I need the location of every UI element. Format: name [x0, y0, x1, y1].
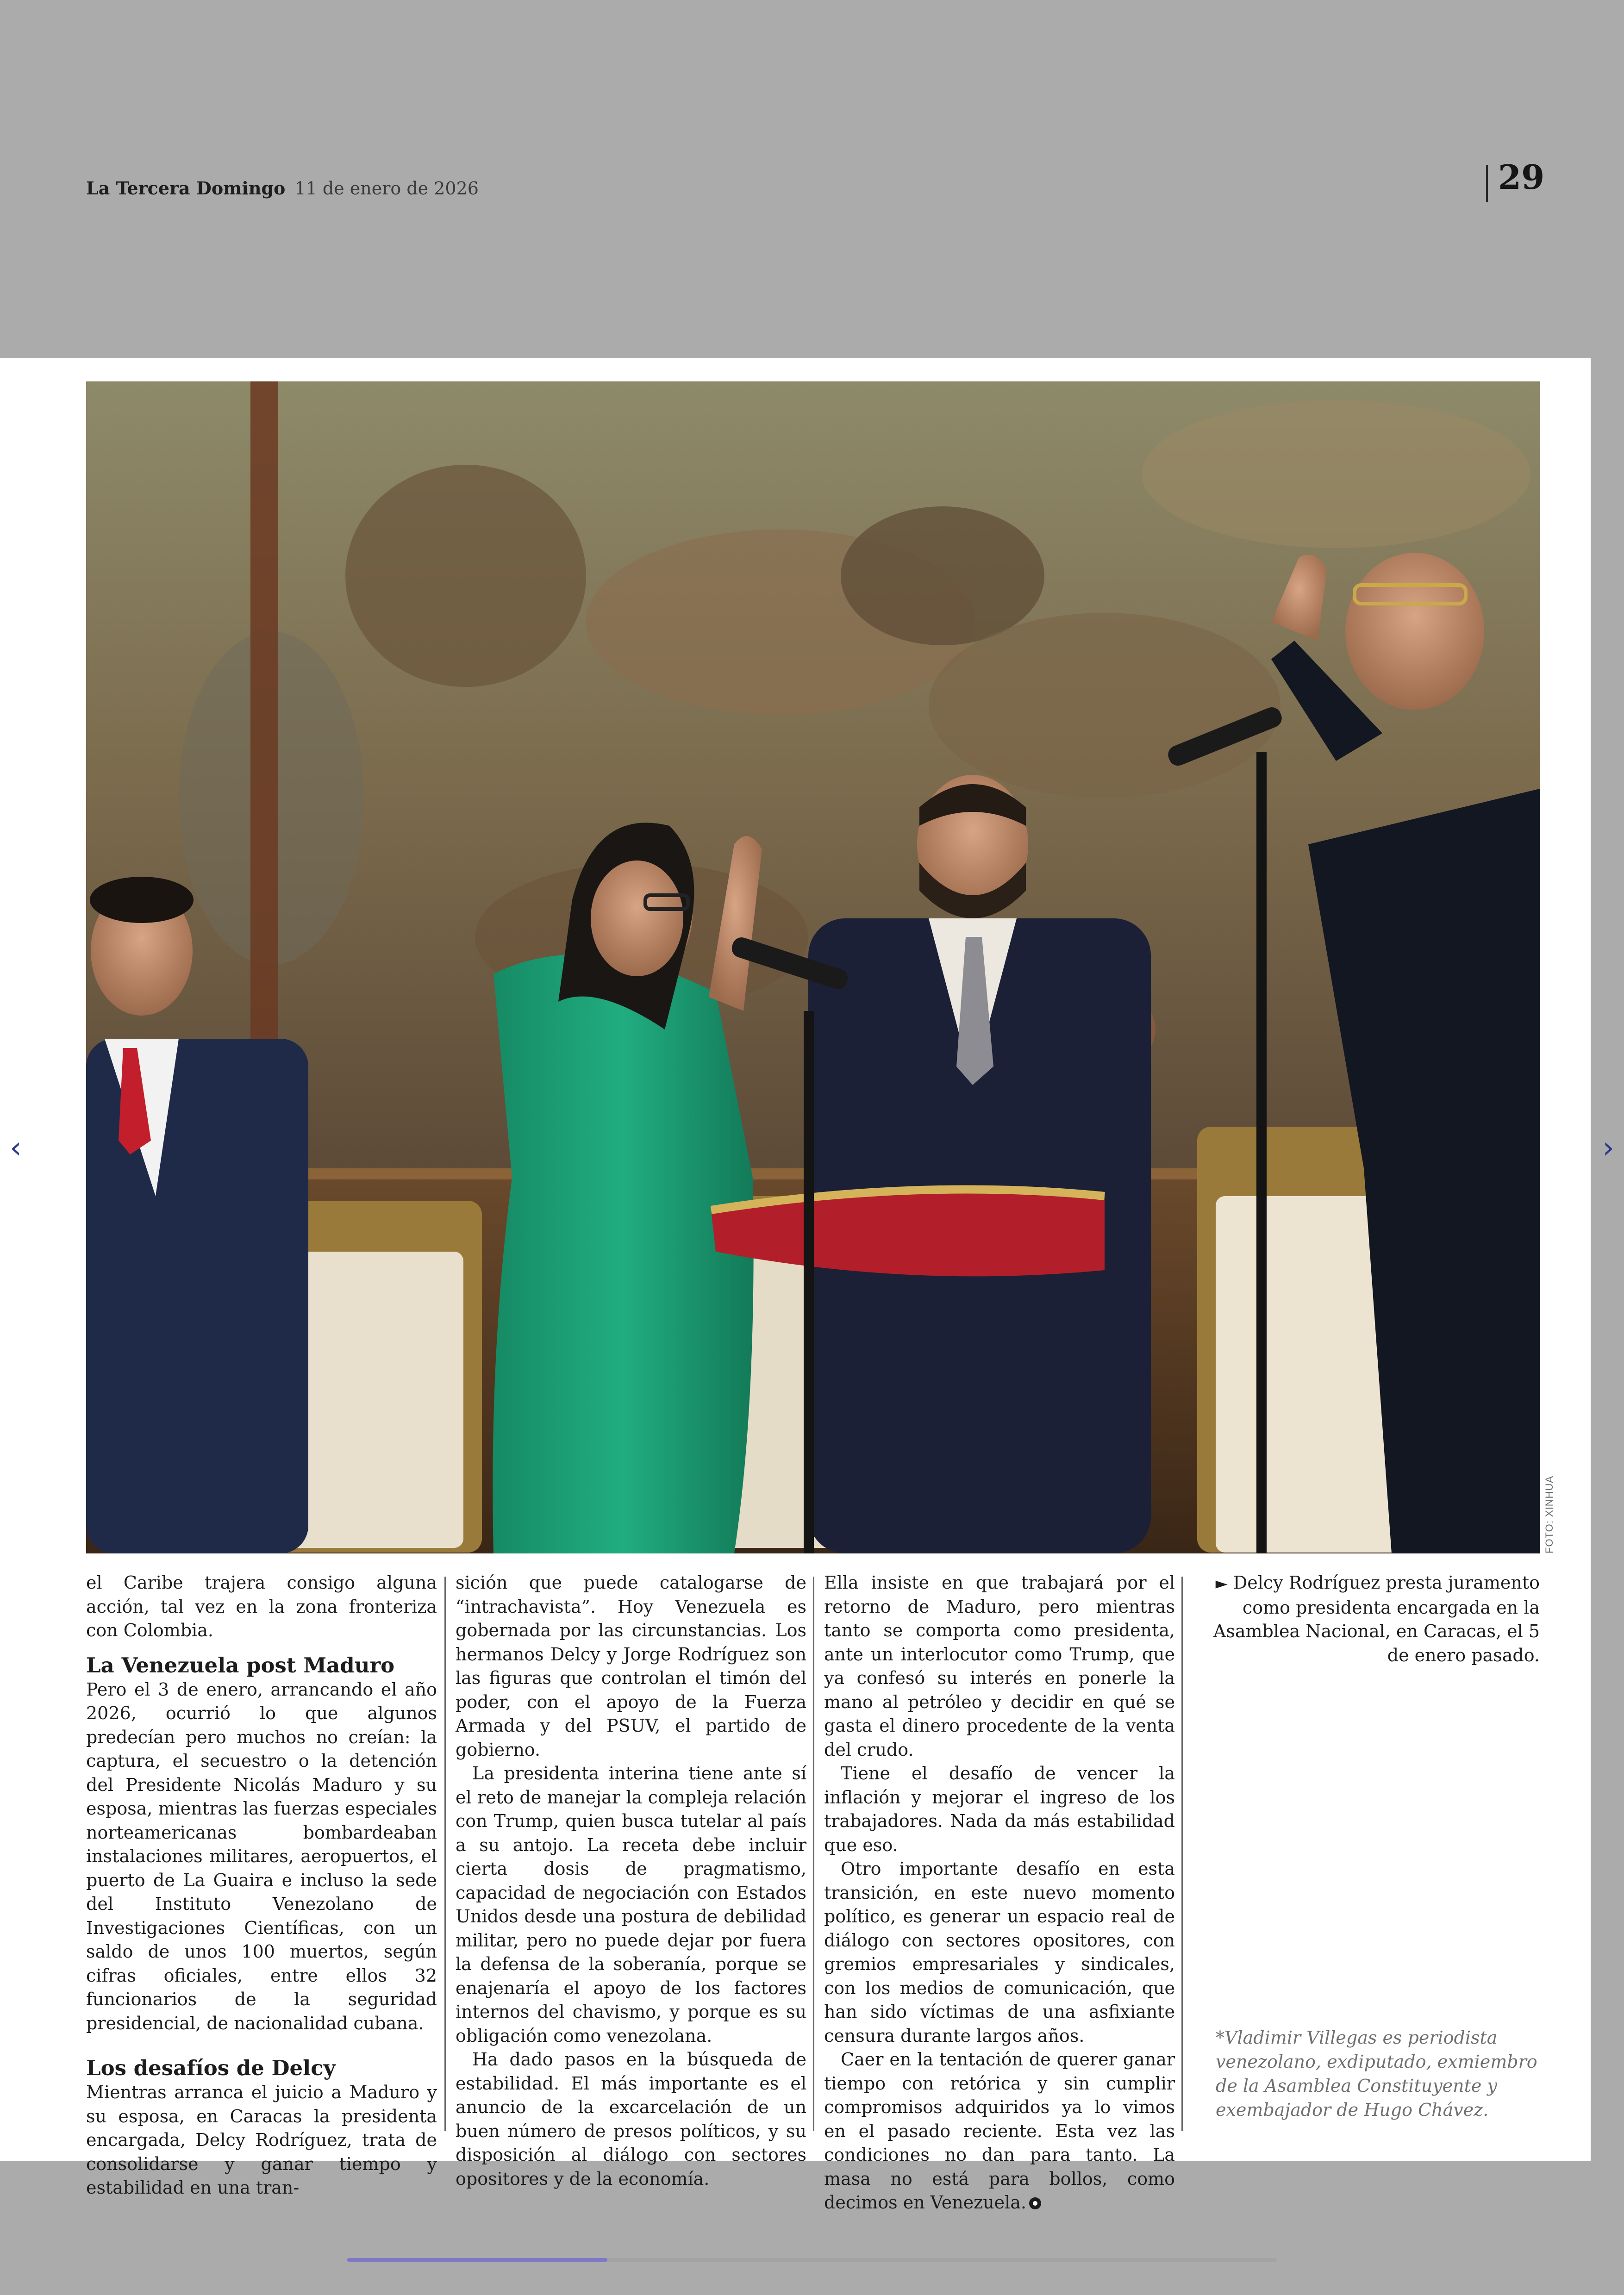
publication-date: 11 de enero de 2026	[294, 178, 479, 199]
page-header	[86, 178, 479, 199]
paragraph-final	[824, 2048, 1175, 2215]
caption-text: Delcy Rodríguez presta juramento como presidenta encargada en la Asamblea Nacional, en Caracas, el 5 de enero pasado.	[1213, 1572, 1540, 1665]
author-note: *Vladimir Villegas es periodista venezolano, exdiputado, exmiembro de la Asamblea Constituyente y exembajador de Hugo Chávez.	[1216, 2027, 1537, 2120]
paragraph: el Caribe trajera consigo alguna acción, tal vez en la zona fronteriza con Colombia.	[86, 1572, 437, 1640]
column-divider	[813, 1577, 814, 2131]
page-number-divider	[1486, 165, 1488, 202]
paragraph: La presidenta interina tiene ante sí el reto de manejar la compleja relación con Trump, quien busca tutelar al país a su antojo. La receta debe incluir cierta dosis de pragmatismo, capacidad de negociación con Estados Unidos desde una postura de debilidad militar, pero no puede dejar por fuera la defensa de la soberanía, porque se enajenaría el apoyo de los factores internos del chavismo, y porque es su obligación como venezolana.	[456, 1763, 806, 2046]
next-page-button[interactable]: ›	[1602, 1131, 1614, 1165]
article-column-2	[456, 1571, 806, 2191]
previous-page-button[interactable]: ‹	[10, 1131, 22, 1165]
photo-credit: FOTO: XINHUA	[1543, 1475, 1555, 1553]
article-column-3	[824, 1571, 1175, 2215]
paragraph: Otro importante desafío en esta transición, en este nuevo momento político, es generar un espacio real de diálogo con sectores opositores, con gremios empresariales y sindicales, con los medios de comunicación, que han sido víctimas de una asfixiante censura durante largos años.	[824, 1858, 1175, 2046]
subheading-post-maduro: La Venezuela post Maduro	[86, 1653, 395, 1678]
article-column-1	[86, 1571, 437, 2200]
publication-name: La Tercera Domingo	[86, 178, 286, 199]
reading-progress-bar[interactable]	[347, 2258, 1277, 2262]
photo-caption	[1206, 1571, 1540, 1667]
paragraph: Tiene el desafío de vencer la inflación y mejorar el ingreso de los trabajadores. Nada da más estabilidad que eso.	[824, 1763, 1175, 1855]
swearing-in-illustration	[86, 381, 1540, 1553]
end-of-article-icon	[1029, 2197, 1041, 2209]
paragraph: Mientras arranca el juicio a Maduro y su esposa, en Caracas la presidenta encargada, Delcy Rodríguez, trata de consolidarse y ganar tiempo y estabilidad en una tran-	[86, 2082, 437, 2198]
paragraph: Ha dado pasos en la búsqueda de estabilidad. El más importante es el anuncio de la excarcelación de un buen número de presos políticos, y su disposición al diálogo con sectores opositores y de la economía.	[456, 2049, 806, 2189]
subheading-desafios-delcy: Los desafíos de Delcy	[86, 2056, 336, 2080]
paragraph: Pero el 3 de enero, arrancando el año 2026, ocurrió lo que algunos predecían pero muchos no creían: la captura, el secuestro o la detención del Presidente Nicolás Maduro y su esposa, mientras las fuerzas especiales norteamericanas bombardeaban instalaciones militares, aeropuertos, el puerto de La Guaira e incluso la sede del Instituto Venezolano de Investigaciones Científicas, con un saldo de unos 100 muertos, según cifras oficiales, entre ellos 32 funcionarios de la seguridad presidencial, de nacionalidad cubana.	[86, 1679, 437, 2033]
paragraph: sición que puede catalogarse de “intrachavista”. Hoy Venezuela es gobernada por las circunstancias. Los hermanos Delcy y Jorge Rodríguez son las figuras que controlan el timón del poder, con el apoyo de la Fuerza Armada y del PSUV, el partido de gobierno.	[456, 1572, 806, 1760]
column-divider	[444, 1577, 446, 2131]
paragraph: Ella insiste en que trabajará por el retorno de Maduro, pero mientras tanto se comporta como presidenta, ante un interlocutor como Trump, que ya confesó su interés en ponerle la mano al petróleo y decidir en qué se gasta el dinero procedente de la venta del crudo.	[824, 1572, 1175, 1760]
reading-progress-fill	[347, 2258, 607, 2262]
caption-triangle-icon: ►	[1215, 1574, 1228, 1593]
final-text: Caer en la tentación de querer ganar tiempo con retórica y sin cumplir compromisos adquiridos ya lo vimos en el pasado reciente. Esta vez las condiciones no dan para tanto. La masa no está para bollos, como decimos en Venezuela.	[824, 2049, 1175, 2213]
column-divider	[1181, 1577, 1183, 2131]
news-photo	[86, 381, 1540, 1553]
page-number: 29	[1498, 157, 1545, 197]
